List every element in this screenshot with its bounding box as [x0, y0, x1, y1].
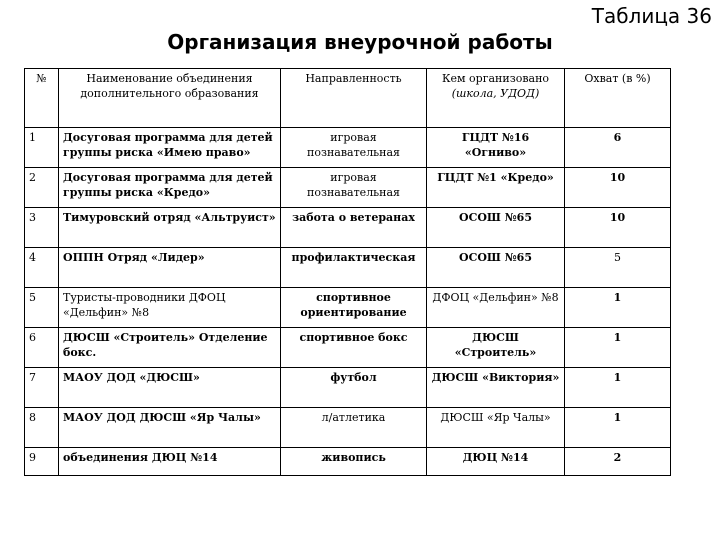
header-organizer — [427, 69, 565, 128]
cell-organizer: ГЦДТ №16 «Огниво» — [427, 128, 565, 168]
cell-num: 6 — [25, 328, 59, 368]
cell-name: Туристы-проводники ДФОЦ «Дельфин» №8 — [59, 288, 281, 328]
cell-name: ДЮСШ «Строитель» Отделение бокс. — [59, 328, 281, 368]
cell-organizer: ДЮСШ «Строитель» — [427, 328, 565, 368]
cell-organizer: ДЮСШ «Виктория» — [427, 368, 565, 408]
cell-coverage: 1 — [565, 368, 671, 408]
cell-name: Досуговая программа для детей группы риска «Имею право» — [59, 128, 281, 168]
cell-num: 5 — [25, 288, 59, 328]
cell-direction: профилактическая — [281, 248, 427, 288]
cell-num: 9 — [25, 448, 59, 476]
header-coverage: Охват (в %) — [565, 69, 671, 128]
header-organizer-main: Кем организовано — [441, 72, 550, 85]
table-row — [25, 288, 671, 328]
cell-direction: игровая познавательная — [281, 168, 427, 208]
cell-coverage: 1 — [565, 408, 671, 448]
table-row — [25, 208, 671, 248]
cell-direction: игровая познавательная — [281, 128, 427, 168]
activities-table — [24, 68, 671, 476]
cell-direction: забота о ветеранах — [281, 208, 427, 248]
cell-direction: спортивное бокс — [281, 328, 427, 368]
cell-name: МАОУ ДОД ДЮСШ «Яр Чалы» — [59, 408, 281, 448]
cell-num: 3 — [25, 208, 59, 248]
cell-direction: спортивное ориентирование — [281, 288, 427, 328]
table-row — [25, 408, 671, 448]
cell-num: 4 — [25, 248, 59, 288]
cell-num: 1 — [25, 128, 59, 168]
header-num: № — [25, 69, 59, 128]
cell-organizer: ДФОЦ «Дельфин» №8 — [427, 288, 565, 328]
table-row — [25, 168, 671, 208]
cell-organizer: ОСОШ №65 — [427, 248, 565, 288]
cell-num: 2 — [25, 168, 59, 208]
cell-name: объединения ДЮЦ №14 — [59, 448, 281, 476]
cell-coverage: 10 — [565, 208, 671, 248]
cell-coverage: 6 — [565, 128, 671, 168]
cell-coverage: 1 — [565, 328, 671, 368]
cell-organizer: ОСОШ №65 — [427, 208, 565, 248]
page-title: Организация внеурочной работы — [167, 30, 553, 54]
cell-num: 8 — [25, 408, 59, 448]
cell-name: МАОУ ДОД «ДЮСШ» — [59, 368, 281, 408]
cell-organizer: ГЦДТ №1 «Кредо» — [427, 168, 565, 208]
cell-name: ОППН Отряд «Лидер» — [59, 248, 281, 288]
table-row — [25, 128, 671, 168]
table-row — [25, 448, 671, 476]
cell-direction: футбол — [281, 368, 427, 408]
cell-name: Тимуровский отряд «Альтруист» — [59, 208, 281, 248]
table-row — [25, 368, 671, 408]
header-name: Наименование объединения дополнительного образования — [59, 69, 281, 128]
table-row — [25, 328, 671, 368]
cell-coverage: 1 — [565, 288, 671, 328]
cell-organizer: ДЮЦ №14 — [427, 448, 565, 476]
header-organizer-sub: (школа, УДОД) — [451, 87, 540, 100]
cell-coverage: 10 — [565, 168, 671, 208]
table-row — [25, 248, 671, 288]
cell-direction: живопись — [281, 448, 427, 476]
header-direction: Направленность — [281, 69, 427, 128]
cell-coverage: 2 — [565, 448, 671, 476]
cell-num: 7 — [25, 368, 59, 408]
cell-organizer: ДЮСШ «Яр Чалы» — [427, 408, 565, 448]
cell-name: Досуговая программа для детей группы риска «Кредо» — [59, 168, 281, 208]
table-caption: Таблица 36 — [591, 4, 712, 28]
cell-coverage: 5 — [565, 248, 671, 288]
table-header-row — [25, 69, 671, 128]
cell-direction: л/атлетика — [281, 408, 427, 448]
